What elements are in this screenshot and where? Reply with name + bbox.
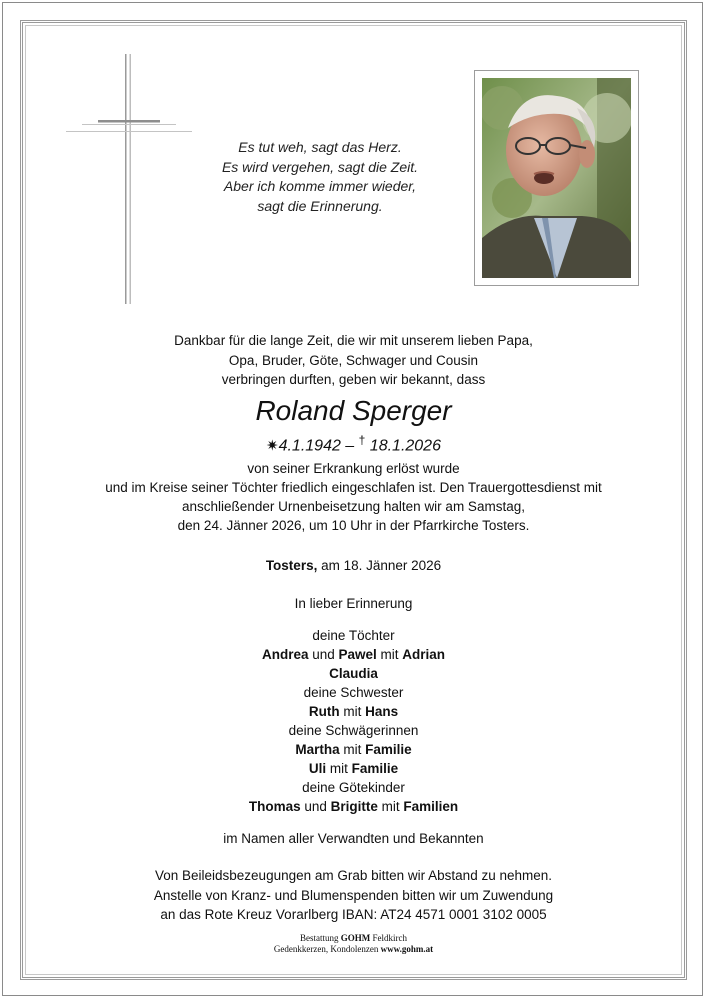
date: am 18. Jänner 2026 <box>317 558 442 573</box>
relatives-line: im Namen aller Verwandten und Bekannten <box>223 831 484 846</box>
website-link[interactable]: www.gohm.at <box>380 944 434 954</box>
place: Tosters, <box>265 558 318 573</box>
life-dates <box>60 429 647 457</box>
birth-star-icon: ✷ <box>266 437 279 455</box>
announcement-line: anschließender Urnenbeisetzung halten wir am Samstag, <box>182 499 525 514</box>
family-label: deine Götekinder <box>302 780 405 795</box>
family-row: Martha mit Familie <box>295 742 412 757</box>
donation-line: Anstelle von Kranz- und Blumenspenden bitten wir um Zuwendung <box>153 887 554 903</box>
portrait-icon <box>482 78 631 278</box>
birth-date: 4.1.1942 <box>278 437 341 455</box>
funeral-home-footer: Bestattung GOHM Feldkirch Gedenkkerzen, Kondolenzen www.gohm.at <box>273 933 434 954</box>
announcement-line: den 24. Jänner 2026, um 10 Uhr in der Pfarrkirche Tosters. <box>177 518 530 533</box>
donation-line: Von Beileidsbezeugungen am Grab bitten wir Abstand zu nehmen. <box>154 868 552 883</box>
family-row: Uli mit Familie <box>308 761 399 776</box>
quote-line: Es wird vergehen, sagt die Zeit. <box>221 158 419 175</box>
quote <box>200 138 440 216</box>
family-label: deine Schwägerinnen <box>288 723 419 738</box>
place-date <box>60 556 647 575</box>
death-date: 18.1.2026 <box>369 437 441 455</box>
intro-text <box>60 331 647 390</box>
donation-line: an das Rote Kreuz Vorarlberg IBAN: AT24 4571 0001 3102 0005 <box>160 907 547 922</box>
family-row: Andrea und Pawel mit Adrian <box>261 647 446 662</box>
intro-line: Dankbar für die lange Zeit, die wir mit unserem lieben Papa, <box>174 333 533 348</box>
family-list <box>60 626 647 816</box>
intro-line: Opa, Bruder, Göte, Schwager und Cousin <box>228 352 479 368</box>
family-label: deine Töchter <box>312 628 395 643</box>
date-separator: – <box>340 437 359 455</box>
portrait-photo <box>482 78 631 278</box>
memory-line: In lieber Erinnerung <box>294 596 413 611</box>
death-cross-icon: † <box>358 433 366 447</box>
photo-frame <box>474 70 639 286</box>
donation-text <box>60 866 647 925</box>
announcement-line: und im Kreise seiner Töchter friedlich eingeschlafen ist. Den Trauergottesdienst mit <box>105 480 602 495</box>
quote-line: sagt die Erinnerung. <box>257 197 383 214</box>
deceased-name: Roland Sperger <box>255 395 452 426</box>
announcement-text <box>60 459 647 535</box>
family-row: Thomas und Brigitte mit Familien <box>248 799 459 814</box>
quote-line: Es tut weh, sagt das Herz. <box>238 139 402 155</box>
family-row: Ruth mit Hans <box>308 704 399 719</box>
quote-line: Aber ich komme immer wieder, <box>223 178 417 194</box>
cross-icon <box>66 54 192 304</box>
funeral-home-name: GOHM <box>340 933 371 943</box>
announcement-line: von seiner Erkrankung erlöst wurde <box>247 461 460 476</box>
intro-line: verbringen durften, geben wir bekannt, dass <box>221 372 486 387</box>
family-row: Claudia <box>329 666 378 681</box>
family-label: deine Schwester <box>303 685 404 700</box>
